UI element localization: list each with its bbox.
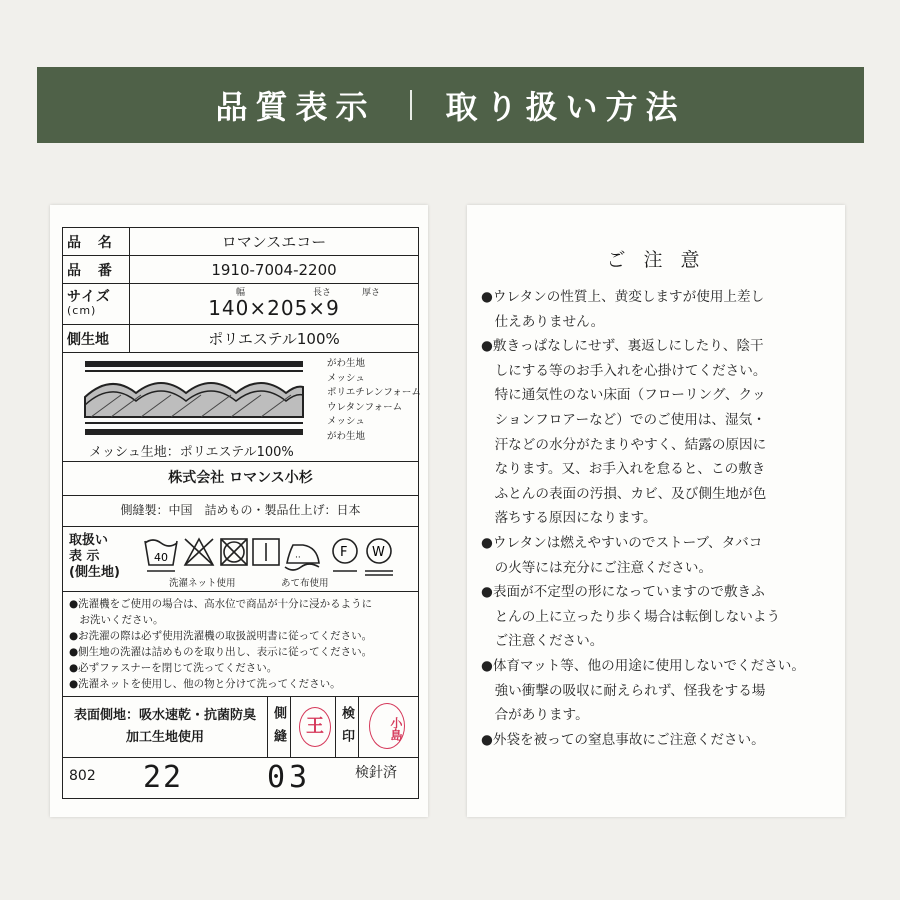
svg-text:··: ··	[295, 553, 301, 563]
care-heading-line: 取扱い	[69, 533, 109, 548]
inspect-label: 検印	[335, 697, 359, 757]
lot-cell	[63, 758, 419, 799]
size-value-cell	[130, 284, 419, 325]
origin-text: 側縫製：中国 詰めもの・製品仕上げ：日本	[63, 495, 418, 524]
layer-name: メッシュ	[327, 416, 365, 427]
table-row	[63, 228, 419, 256]
wash-notes-cell	[63, 592, 419, 697]
caution-line: の火等には充分にご注意ください。	[481, 559, 713, 576]
header-banner	[37, 67, 864, 143]
no-tumble-dry-icon	[221, 539, 247, 565]
table-row	[63, 462, 419, 527]
table-row	[63, 284, 419, 325]
caution-line: ご注意ください。	[481, 633, 604, 650]
side-fabric-key: 側生地	[63, 325, 130, 353]
table-row	[63, 592, 419, 697]
size-label: サイズ	[67, 289, 111, 305]
caution-line: ふとんの表面の汚損、カビ、及び側生地が色	[481, 485, 767, 502]
size-value: 140×205×9	[208, 296, 340, 320]
caution-line: ●ウレタンの性質上、黄変しますが使用上差し	[481, 289, 765, 305]
lot-year: 22	[143, 760, 184, 795]
care-heading-line: 表 示	[69, 549, 100, 564]
layer-name: ウレタンフォーム	[327, 401, 403, 413]
wash-note: お洗いください。	[69, 614, 164, 626]
product-name-key: 品 名	[63, 228, 130, 256]
table-row	[63, 353, 419, 462]
care-heading	[69, 533, 120, 581]
quality-label-card	[50, 205, 428, 817]
layer-name: がわ生地	[327, 430, 366, 442]
wash-note: ●洗濯機をご使用の場合は、高水位で商品が十分に浸かるように	[69, 598, 373, 610]
sewn-label: 側縫	[267, 697, 291, 757]
caution-line: 合があります。	[481, 707, 589, 724]
caution-line: 強い衝撃の吸収に耐えられず、怪我をする場	[481, 682, 766, 699]
size-thickness-label: 厚さ	[362, 288, 381, 298]
banner-title-quality: 品質表示	[215, 88, 376, 126]
lot-month: 03	[267, 760, 312, 795]
table-row	[63, 527, 419, 592]
caution-line: なります。又、お手入れを怠ると、この敷き	[481, 461, 766, 478]
caution-line: しにする等のお手入れを心掛けてください。	[481, 362, 767, 379]
size-unit: (cm)	[67, 304, 97, 317]
layer-diagram-cell	[63, 353, 419, 462]
table-row	[63, 256, 419, 284]
layer-name: ポリエチレンフォーム	[327, 387, 421, 398]
caution-list	[481, 285, 831, 752]
cloth-use-label: あて布使用	[281, 578, 329, 589]
net-use-label: 洗濯ネット使用	[169, 578, 236, 589]
caution-line: ●外袋を被っての窒息事故にご注意ください。	[481, 731, 765, 748]
iron-icon	[285, 545, 319, 570]
wash-note: ●洗濯ネットを使用し、他の物と分けて洗ってください。	[69, 678, 341, 690]
surface-cell	[63, 697, 419, 758]
side-fabric-value: ポリエステル100%	[130, 325, 419, 353]
line-dry-icon	[253, 539, 279, 565]
care-symbols	[143, 533, 413, 579]
care-heading-line: (側生地)	[69, 565, 120, 580]
layer-diagram	[81, 359, 321, 447]
size-width-label: 幅	[236, 288, 246, 298]
needle-checked: 検針済	[355, 765, 397, 781]
product-number-key: 品 番	[63, 256, 130, 284]
layer-name: がわ生地	[327, 358, 366, 369]
table-row	[63, 325, 419, 353]
caution-line: 仕えありません。	[481, 313, 605, 330]
caution-title: ご 注 意	[606, 249, 706, 271]
table-row	[63, 758, 419, 799]
care-symbols-cell	[63, 527, 419, 592]
caution-line: とんの上に立ったり歩く場合は転倒しないよう	[481, 608, 781, 625]
product-name-value: ロマンスエコー	[130, 228, 419, 256]
lot-code: 802	[69, 768, 96, 784]
wash-notes	[69, 596, 372, 692]
banner-title-care: 取り扱い方法	[445, 88, 686, 126]
caution-line: ●ウレタンは燃えやすいのでストーブ、タバコ	[481, 534, 763, 551]
no-bleach-icon	[185, 539, 213, 565]
company-name: 株式会社 ロマンス小杉	[168, 469, 313, 486]
dry-clean-f-letter: F	[340, 545, 348, 560]
wash-note: ●必ずファスナーを閉じて洗ってください。	[69, 662, 278, 674]
company-cell	[63, 462, 419, 527]
layer-name: メッシュ	[327, 372, 365, 384]
sewn-stamp: 王	[299, 707, 331, 747]
wash-note: ●側生地の洗濯は詰めものを取り出し、表示に従ってください。	[69, 646, 373, 658]
table-row	[63, 697, 419, 758]
wash-temp: 40	[154, 551, 168, 564]
spec-table	[62, 227, 419, 799]
size-length-label: 長さ	[313, 288, 332, 298]
inspect-stamp: 小島	[369, 703, 405, 749]
caution-line: 特に通気性のない床面（フローリング、クッ	[481, 387, 766, 404]
caution-line: ●体育マット等、他の用途に使用しないでください。	[481, 657, 805, 674]
caution-card	[467, 205, 845, 817]
caution-line: ●表面が不定型の形になっていますので敷きふ	[481, 584, 765, 601]
caution-line: ションフロアーなど）でのご使用は、湿気・	[481, 411, 766, 428]
caution-line: ●敷きっぱなしにせず、裏返しにしたり、陰干	[481, 338, 764, 355]
banner-divider	[410, 90, 412, 120]
wash-note: ●お洗濯の際は必ず使用洗濯機の取扱説明書に従ってください。	[69, 630, 373, 642]
caution-line: 汗などの水分がたまりやすく、結露の原因に	[481, 436, 767, 453]
surface-line: 表面側地：吸水速乾・抗菌防臭	[73, 708, 256, 723]
layer-legend	[327, 357, 421, 444]
surface-text	[67, 705, 263, 749]
surface-line: 加工生地使用	[125, 730, 204, 745]
mesh-fabric-text: メッシュ生地：ポリエステル100%	[89, 445, 294, 460]
size-key	[63, 284, 130, 325]
caution-line: 落ちする原因になります。	[481, 510, 657, 527]
wet-clean-w-letter: W	[372, 545, 385, 560]
product-number-value: 1910-7004-2200	[130, 256, 419, 284]
